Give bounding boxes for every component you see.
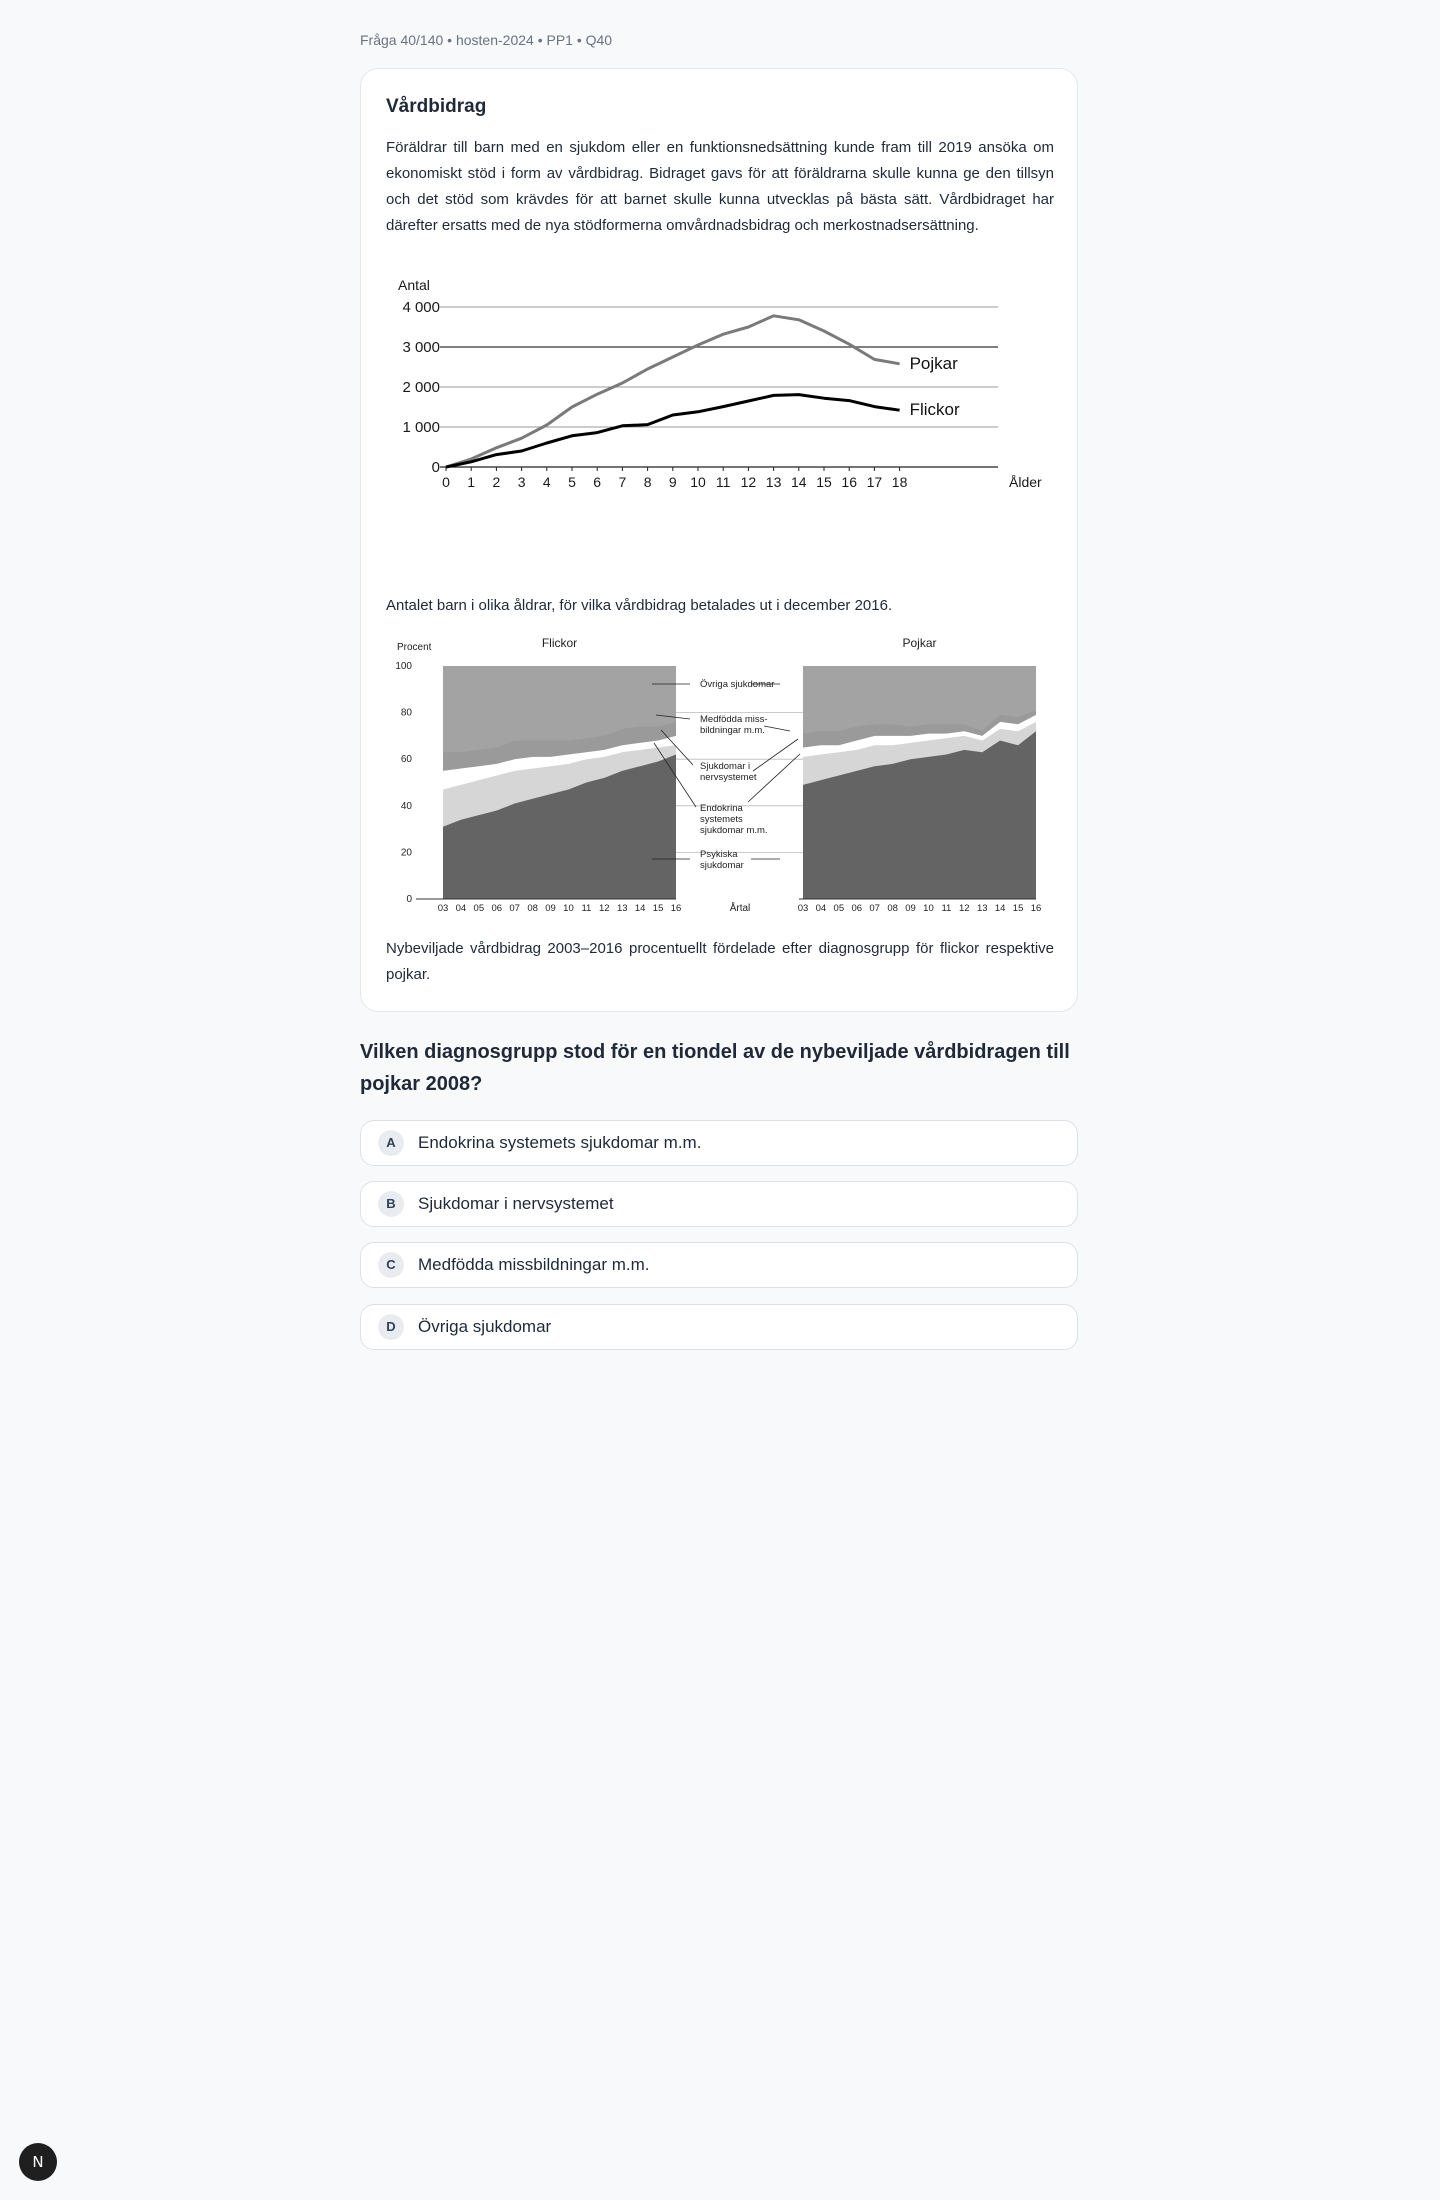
x-tick-label: 7 xyxy=(618,474,627,490)
x-tick-label: 05 xyxy=(833,903,845,914)
x-tick-label: 5 xyxy=(568,474,576,490)
option-b[interactable] xyxy=(360,1181,1078,1227)
legend-label: bildningar m.m. xyxy=(700,725,765,736)
option-letter: C xyxy=(378,1252,404,1278)
x-tick-label: 17 xyxy=(866,474,883,490)
app-logo-button[interactable]: N xyxy=(19,2143,57,2181)
x-tick-label: 11 xyxy=(715,474,731,490)
question-text: Vilken diagnosgrupp stod för en tiondel av de nybeviljade vårdbidragen till pojkar 2008? xyxy=(360,1041,1070,1095)
panel-title-pojkar: Pojkar xyxy=(902,636,937,650)
diagnosis-area-chart xyxy=(386,635,1054,925)
y-axis-label: Procent xyxy=(397,642,432,653)
option-label: Endokrina systemets sjukdomar m.m. xyxy=(418,1133,702,1152)
x-axis-label: Ålder xyxy=(1009,474,1042,490)
legend-label: sjukdomar xyxy=(700,860,744,871)
legend-leader-line xyxy=(764,726,790,731)
x-tick-label: 05 xyxy=(473,903,485,914)
x-tick-label: 03 xyxy=(437,903,449,914)
series-line-flickor xyxy=(446,395,900,467)
x-tick-label: 10 xyxy=(690,474,706,490)
y-tick-label: 20 xyxy=(400,847,412,859)
legend-label: Psykiska xyxy=(700,849,738,860)
option-a[interactable] xyxy=(360,1120,1078,1166)
legend-label: sjukdomar m.m. xyxy=(700,825,768,836)
x-tick-label: 04 xyxy=(455,903,467,914)
y-tick-label: 100 xyxy=(395,661,412,672)
y-tick-label: 4 000 xyxy=(402,299,440,316)
x-tick-label: 12 xyxy=(959,903,970,914)
legend-entry-sjukdomar-i-nervsystemet xyxy=(700,761,757,783)
series-line-pojkar xyxy=(446,316,900,467)
passage-intro: Föräldrar till barn med en sjukdom eller en funktionsnedsättning kunde fram till 2019 ansöka om ekonomiskt stöd i form av vårdbidrag. Bidraget gavs för att föräldrarna skulle kunna ge den tillsyn och det stöd som krävdes för att barnet skulle kunna utvecklas på bästa sätt. Vårdbidraget har därefter ersatts med de nya stödformerna omvårdnadsbidrag och merkostnadsersättning. xyxy=(386,139,1054,234)
x-tick-label: 15 xyxy=(816,474,832,490)
x-tick-label: 06 xyxy=(851,903,863,914)
x-tick-label: 15 xyxy=(652,903,664,914)
x-tick-label: 9 xyxy=(668,474,677,490)
y-tick-label: 2 000 xyxy=(402,379,440,396)
legend-label: Övriga sjukdomar xyxy=(700,679,775,690)
legend-label: nervsystemet xyxy=(700,772,757,783)
x-tick-label: 16 xyxy=(841,474,857,490)
x-tick-label: 09 xyxy=(905,903,916,914)
x-tick-label: 03 xyxy=(797,903,809,914)
x-tick-label: 11 xyxy=(581,903,592,914)
x-tick-label: 10 xyxy=(563,903,574,914)
x-tick-label: 12 xyxy=(740,474,757,490)
panel-title-flickor: Flickor xyxy=(541,636,578,650)
x-tick-label: 07 xyxy=(509,903,520,914)
x-axis-label: Årtal xyxy=(729,903,751,914)
x-tick-label: 09 xyxy=(545,903,556,914)
x-tick-label: 13 xyxy=(976,903,988,914)
x-tick-label: 15 xyxy=(1012,903,1024,914)
passage-card xyxy=(360,68,1078,1012)
passage-title: Vårdbidrag xyxy=(386,96,487,117)
y-tick-label: 40 xyxy=(400,800,412,812)
option-letter: A xyxy=(378,1130,404,1156)
x-tick-label: 07 xyxy=(869,903,880,914)
x-tick-label: 14 xyxy=(634,903,646,914)
x-tick-label: 1 xyxy=(467,474,476,490)
series-label-pojkar: Pojkar xyxy=(909,353,958,373)
option-letter: D xyxy=(378,1314,404,1340)
y-tick-label: 1 000 xyxy=(402,419,440,436)
x-tick-label: 8 xyxy=(643,474,652,490)
legend-label: Endokrina xyxy=(700,803,743,814)
legend-entry-psykiska-sjukdomar xyxy=(700,849,744,871)
x-tick-label: 04 xyxy=(815,903,827,914)
legend-label: Medfödda miss- xyxy=(700,714,768,725)
x-tick-label: 12 xyxy=(599,903,610,914)
x-tick-label: 14 xyxy=(994,903,1006,914)
age-line-chart xyxy=(386,279,1054,579)
x-tick-label: 06 xyxy=(491,903,503,914)
x-tick-label: 16 xyxy=(670,903,682,914)
option-label: Övriga sjukdomar xyxy=(418,1317,552,1336)
x-tick-label: 13 xyxy=(765,474,782,490)
legend-entry-övriga-sjukdomar xyxy=(700,679,774,690)
x-tick-label: 18 xyxy=(891,474,908,490)
y-tick-label: 0 xyxy=(406,894,412,905)
chart2-caption: Nybeviljade vårdbidrag 2003–2016 procentuellt fördelade efter diagnosgrupp för flickor respektive pojkar. xyxy=(386,940,1054,983)
y-tick-label: 60 xyxy=(400,754,412,766)
x-tick-label: 16 xyxy=(1030,903,1042,914)
legend-label: Sjukdomar i xyxy=(700,761,751,772)
x-tick-label: 2 xyxy=(492,474,501,490)
option-d[interactable] xyxy=(360,1304,1078,1350)
option-c[interactable] xyxy=(360,1242,1078,1288)
y-tick-label: 0 xyxy=(431,459,440,476)
option-label: Medfödda missbildningar m.m. xyxy=(418,1255,650,1274)
legend-leader-line xyxy=(753,739,798,771)
series-label-flickor: Flickor xyxy=(909,400,960,420)
x-tick-label: 10 xyxy=(923,903,934,914)
legend-entry-endokrina-systemets-sjukdomar-m-m xyxy=(700,803,768,836)
x-tick-label: 4 xyxy=(542,474,551,490)
x-tick-label: 6 xyxy=(593,474,602,490)
chart1-caption: Antalet barn i olika åldrar, för vilka vårdbidrag betalades ut i december 2016. xyxy=(386,597,893,614)
option-letter: B xyxy=(378,1191,404,1217)
legend-entry-medfödda-miss-bildningar-m-m xyxy=(700,714,768,736)
x-tick-label: 08 xyxy=(527,903,538,914)
x-tick-label: 3 xyxy=(517,474,526,490)
x-tick-label: 0 xyxy=(442,474,450,490)
question-meta: Fråga 40/140 • hosten-2024 • PP1 • Q40 xyxy=(360,32,613,48)
x-tick-label: 14 xyxy=(791,474,807,490)
y-axis-label: Antal xyxy=(398,279,430,293)
option-label: Sjukdomar i nervsystemet xyxy=(418,1194,614,1213)
y-tick-label: 3 000 xyxy=(402,339,440,356)
legend-label: systemets xyxy=(700,814,743,825)
x-tick-label: 13 xyxy=(616,903,628,914)
y-tick-label: 80 xyxy=(400,707,412,719)
x-tick-label: 08 xyxy=(887,903,898,914)
x-tick-label: 11 xyxy=(941,903,952,914)
